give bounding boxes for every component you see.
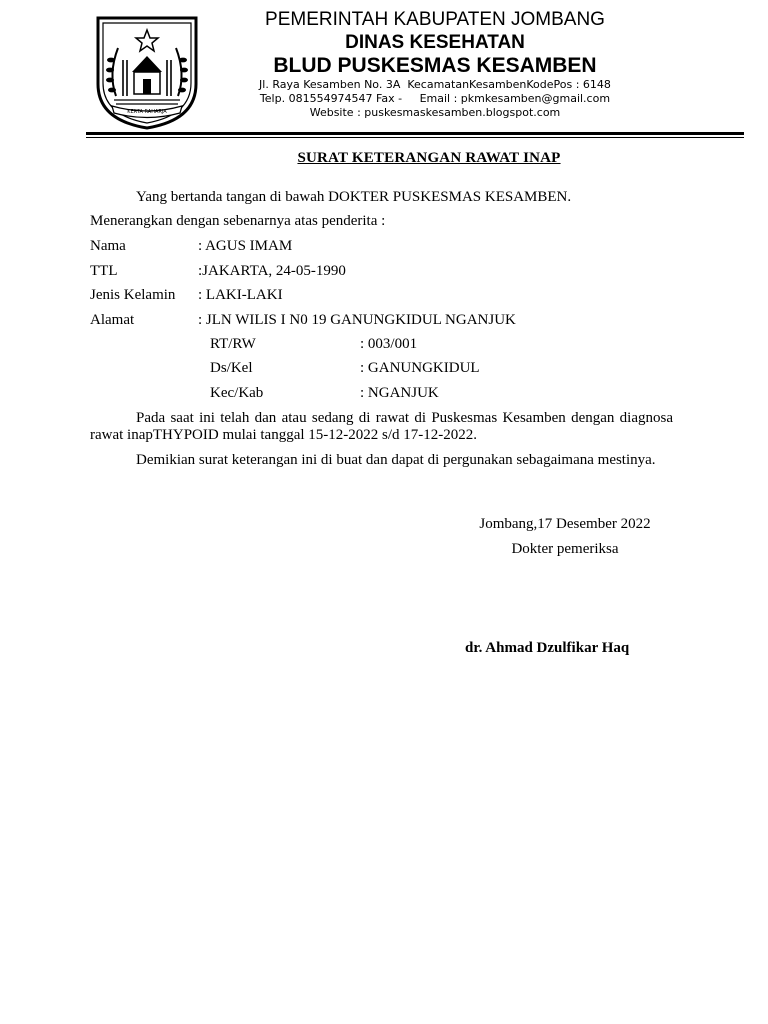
document-title: SURAT KETERANGAN RAWAT INAP [297,150,561,166]
letterhead-website: Website : puskesmaskesamben.blogspot.com [309,106,561,119]
field-address-label: Alamat [90,312,135,328]
closing-text: Demikian surat keterangan ini di buat dan dapat di pergunakan sebagaimana mestinya. [136,452,656,468]
svg-text:KERTA RAHARJA: KERTA RAHARJA [127,109,167,115]
lead-sentence: Menerangkan dengan sebenarnya atas penderita : [90,213,386,229]
signature-role: Dokter pemeriksa [511,541,619,557]
letterhead-institution: BLUD PUSKESMAS KESAMBEN [273,54,597,77]
diagnosis-paragraph [90,410,673,444]
field-rtrw-value: : 003/001 [360,336,418,352]
field-name-value: : AGUS IMAM [198,238,293,254]
field-dskel-label: Ds/Kel [210,360,253,376]
field-rtrw-label: RT/RW [210,336,256,352]
letterhead [210,8,660,120]
letterhead-divider-thin [86,137,744,138]
field-ttl-value: :JAKARTA, 24-05-1990 [198,263,346,279]
field-keckab-value: : NGANJUK [360,385,439,401]
jombang-regency-emblem-icon [94,16,200,130]
field-address-value: : JLN WILIS I N0 19 GANUNGKIDUL NGANJUK [198,312,516,328]
field-gender-value: : LAKI-LAKI [198,287,283,303]
letterhead-department: DINAS KESEHATAN [345,32,525,53]
field-gender-label: Jenis Kelamin [90,287,176,303]
letterhead-government: PEMERINTAH KABUPATEN JOMBANG [265,9,605,30]
field-keckab-label: Kec/Kab [210,385,264,401]
diagnosis-text: Pada saat ini telah dan atau sedang di rawat di Puskesmas Kesamben dengan diagnosa rawat inapTHYPOID mulai tanggal 15-12-2022 s/d 17-12-2022. [90,410,673,443]
signature-doctor-name: dr. Ahmad Dzulfikar Haq [465,640,630,656]
letterhead-address: Jl. Raya Kesamben No. 3A KecamatanKesambenKodePos : 6148 [259,78,611,91]
letterhead-divider-thick [86,132,744,135]
intro-sentence: Yang bertanda tangan di bawah DOKTER PUSKESMAS KESAMBEN. [136,189,572,205]
signature-place-date: Jombang,17 Desember 2022 [479,516,651,532]
field-dskel-value: : GANUNGKIDUL [360,360,480,376]
closing-paragraph [90,452,673,469]
letterhead-contact: Telp. 081554974547 Fax - Email : pkmkesamben@gmail.com [259,92,611,105]
field-name-label: Nama [90,238,126,254]
field-ttl-label: TTL [90,263,118,279]
